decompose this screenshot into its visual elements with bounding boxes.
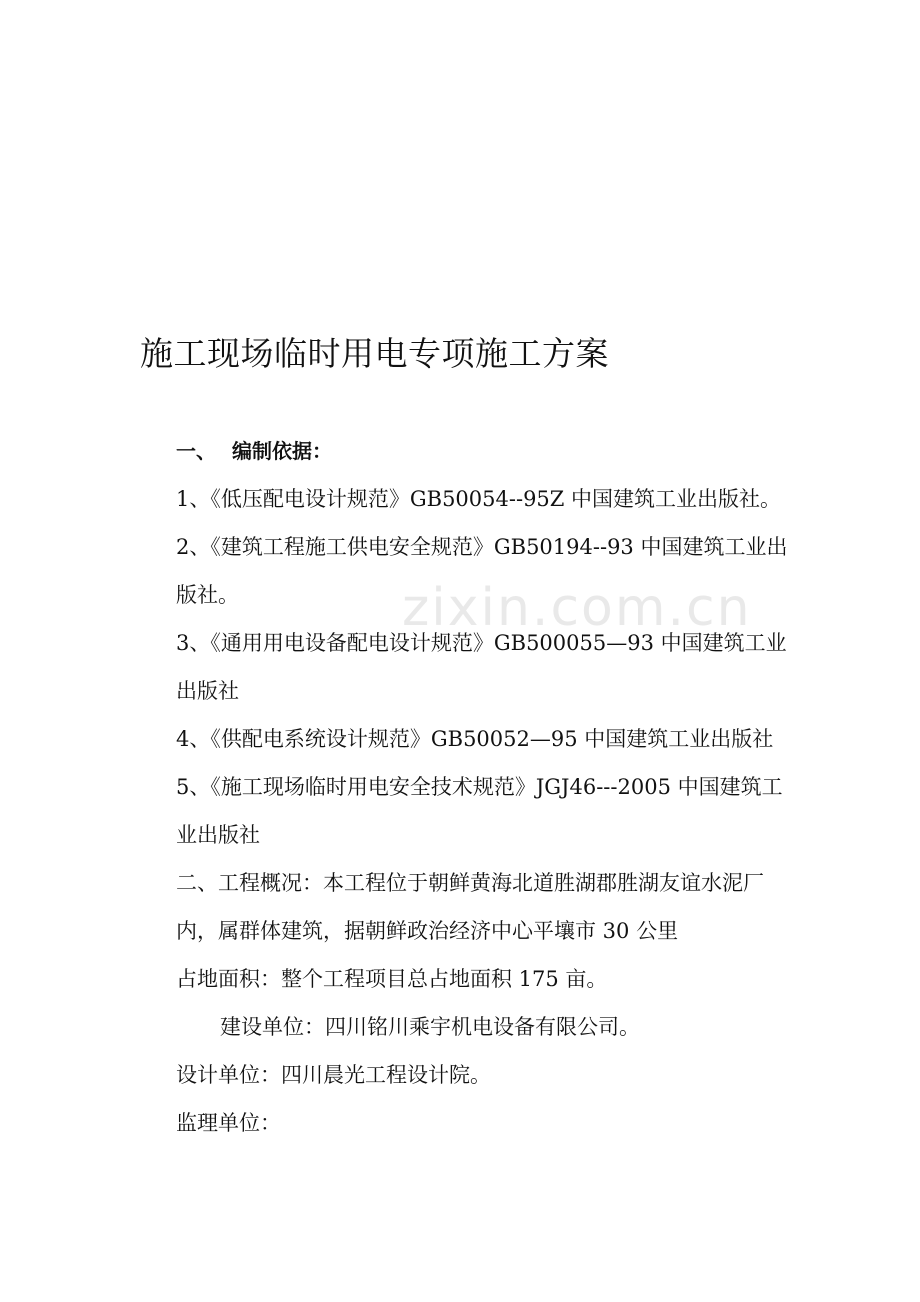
text-line: 二、工程概况：本工程位于朝鲜黄海北道胜湖郡胜湖友谊水泥厂 [176, 871, 764, 895]
text-line: 设计单位：四川晨光工程设计院。 [176, 1063, 491, 1087]
section-heading-1 [176, 436, 332, 466]
text-line: 3、《通用用电设备配电设计规范》GB500055—93 中国建筑工业 [176, 631, 787, 655]
section-number: 一、 [176, 439, 216, 463]
document-title: 施工现场临时用电专项施工方案 [140, 334, 609, 373]
text-line: 2、《建筑工程施工供电安全规范》GB50194--93 中国建筑工业出 [176, 535, 788, 559]
text-line: 监理单位： [176, 1111, 281, 1135]
text-line: 5、《施工现场临时用电安全技术规范》JGJ46---2005 中国建筑工 [176, 775, 783, 799]
text-line: 占地面积：整个工程项目总占地面积 175 亩。 [176, 967, 608, 991]
section-heading-text: 编制依据： [232, 439, 332, 463]
text-line: 建设单位：四川铭川乘宇机电设备有限公司。 [220, 1015, 640, 1039]
text-line: 版社。 [176, 583, 239, 607]
text-line: 出版社 [176, 679, 239, 703]
text-line: 1、《低压配电设计规范》GB50054--95Z 中国建筑工业出版社。 [176, 487, 782, 511]
text-line: 内，属群体建筑，据朝鲜政治经济中心平壤市 30 公里 [176, 919, 679, 943]
watermark: zixin.com.cn [402, 578, 752, 638]
text-line: 4、《供配电系统设计规范》GB50052—95 中国建筑工业出版社 [176, 727, 774, 751]
text-line: 业出版社 [176, 823, 260, 847]
